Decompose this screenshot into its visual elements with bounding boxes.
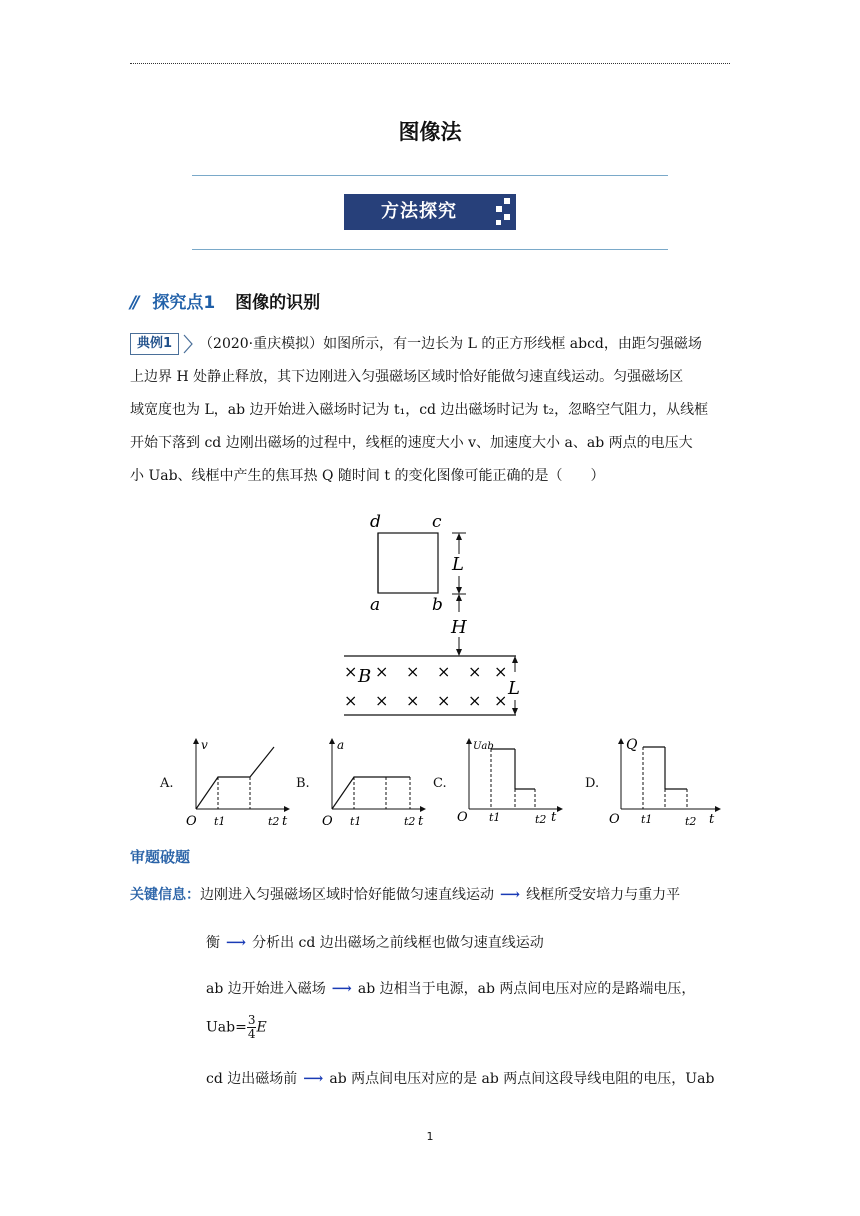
formula-uab: Uab= $\frac{3}{4}$ E — [206, 1013, 267, 1041]
banner-pixel-decoration — [504, 198, 510, 204]
problem-line: 典例1 （2020·重庆模拟）如图所示，有一边长为 L 的正方形线框 abcd，由距匀强磁场 — [130, 328, 730, 361]
svg-text:×: × — [468, 662, 482, 681]
option-A-label[interactable]: A. — [160, 776, 174, 791]
svg-text:t: t — [709, 812, 715, 827]
svg-text:t2: t2 — [535, 813, 547, 826]
svg-text:×: × — [437, 662, 451, 681]
header-dotted-line — [130, 63, 730, 64]
arrow-icon: ⟶ — [226, 935, 247, 951]
svg-text:t2: t2 — [268, 815, 280, 828]
svg-text:O: O — [457, 810, 468, 825]
svg-text:v: v — [201, 738, 208, 752]
svg-text:t1: t1 — [214, 815, 226, 828]
option-C-graph[interactable] — [453, 733, 565, 833]
banner-pixel-decoration — [496, 206, 502, 212]
dim-L-coil: L — [452, 554, 464, 575]
coil-field-diagram — [330, 512, 530, 722]
field-label-B: B — [358, 666, 372, 687]
problem-line: 上边界 H 处静止释放，其下边刚进入匀强磁场区域时恰好能做匀速直线运动。匀强磁场区 — [130, 369, 684, 385]
svg-text:×: × — [344, 662, 358, 681]
section-slash-icon: // — [130, 293, 137, 313]
corner-label-c: c — [432, 512, 442, 532]
option-A-graph[interactable] — [180, 733, 292, 833]
svg-text:t2: t2 — [685, 815, 697, 828]
svg-text:O: O — [322, 814, 333, 829]
svg-text:t2: t2 — [404, 815, 416, 828]
arrow-icon: ⟶ — [331, 981, 352, 997]
svg-text:×: × — [494, 662, 508, 681]
svg-text:Q: Q — [626, 737, 638, 753]
svg-text:O: O — [186, 814, 197, 829]
square-coil — [378, 533, 438, 593]
corner-label-d: d — [370, 512, 381, 532]
section-banner — [344, 194, 516, 230]
example-problem — [130, 328, 730, 493]
key-info-line-1: 关键信息：边刚进入匀强磁场区域时恰好能做匀速直线运动 ⟶ 线框所受安培力与重力平 — [130, 887, 681, 903]
svg-text:×: × — [406, 662, 420, 681]
corner-label-a: a — [370, 595, 381, 615]
svg-text:a: a — [337, 738, 345, 752]
svg-text:×: × — [494, 691, 508, 710]
corner-label-b: b — [432, 595, 443, 615]
key-info-line-4: cd 边出磁场前 ⟶ ab 两点间电压对应的是 ab 两点间这段导线电阻的电压，Uab — [206, 1071, 715, 1087]
section-label: 探究点1 — [152, 293, 216, 313]
banner-bottom-rule — [192, 249, 668, 250]
problem-line: 小 Uab、线框中产生的焦耳热 Q 随时间 t 的变化图像可能正确的是（ ） — [130, 468, 605, 484]
svg-text:×: × — [468, 691, 482, 710]
svg-text:t1: t1 — [350, 815, 362, 828]
problem-line: 域宽度也为 L，ab 边开始进入磁场时记为 t₁，cd 边出磁场时记为 t₂，忽略空气阻力，从线框 — [130, 402, 709, 418]
badge-chevron-icon — [183, 334, 193, 354]
problem-line: 开始下落到 cd 边刚出磁场的过程中，线框的速度大小 v、加速度大小 a、ab 两点的电压大 — [130, 435, 693, 451]
svg-text:×: × — [437, 691, 451, 710]
banner-pixel-decoration — [496, 220, 501, 225]
arrow-icon: ⟶ — [303, 1071, 324, 1087]
dim-L-field: L — [508, 678, 520, 699]
option-B-graph[interactable] — [316, 733, 428, 833]
svg-text:×: × — [406, 691, 420, 710]
banner-label: 方法探究 — [381, 201, 457, 222]
key-info-label: 关键信息： — [130, 887, 200, 903]
dim-H: H — [451, 617, 467, 638]
option-B-label[interactable]: B. — [296, 776, 310, 791]
option-D-graph[interactable] — [605, 733, 725, 833]
analysis-heading: 审题破题 — [130, 848, 191, 866]
svg-text:t1: t1 — [641, 813, 653, 826]
svg-text:Uab: Uab — [473, 741, 494, 752]
section-title: 图像的识别 — [235, 293, 321, 313]
section-heading — [130, 288, 320, 313]
option-D-label[interactable]: D. — [585, 776, 600, 791]
svg-text:t: t — [418, 814, 424, 829]
svg-text:×: × — [344, 691, 358, 710]
svg-text:t1: t1 — [489, 811, 501, 824]
page-number: 1 — [426, 1130, 434, 1143]
svg-text:t: t — [551, 810, 557, 825]
key-info-line-3: ab 边开始进入磁场 ⟶ ab 边相当于电源，ab 两点间电压对应的是路端电压， — [206, 981, 696, 997]
svg-text:O: O — [609, 812, 620, 827]
svg-text:×: × — [375, 691, 389, 710]
svg-text:×: × — [375, 662, 389, 681]
example-badge: 典例1 — [130, 333, 179, 355]
option-C-label[interactable]: C. — [433, 776, 447, 791]
arrow-icon: ⟶ — [500, 887, 521, 903]
banner-top-rule — [192, 175, 668, 176]
page-title: 图像法 — [398, 120, 462, 144]
banner-pixel-decoration — [504, 214, 510, 220]
svg-text:t: t — [282, 814, 288, 829]
key-info-line-2: 衡 ⟶ 分析出 cd 边出磁场之前线框也做匀速直线运动 — [206, 935, 544, 951]
